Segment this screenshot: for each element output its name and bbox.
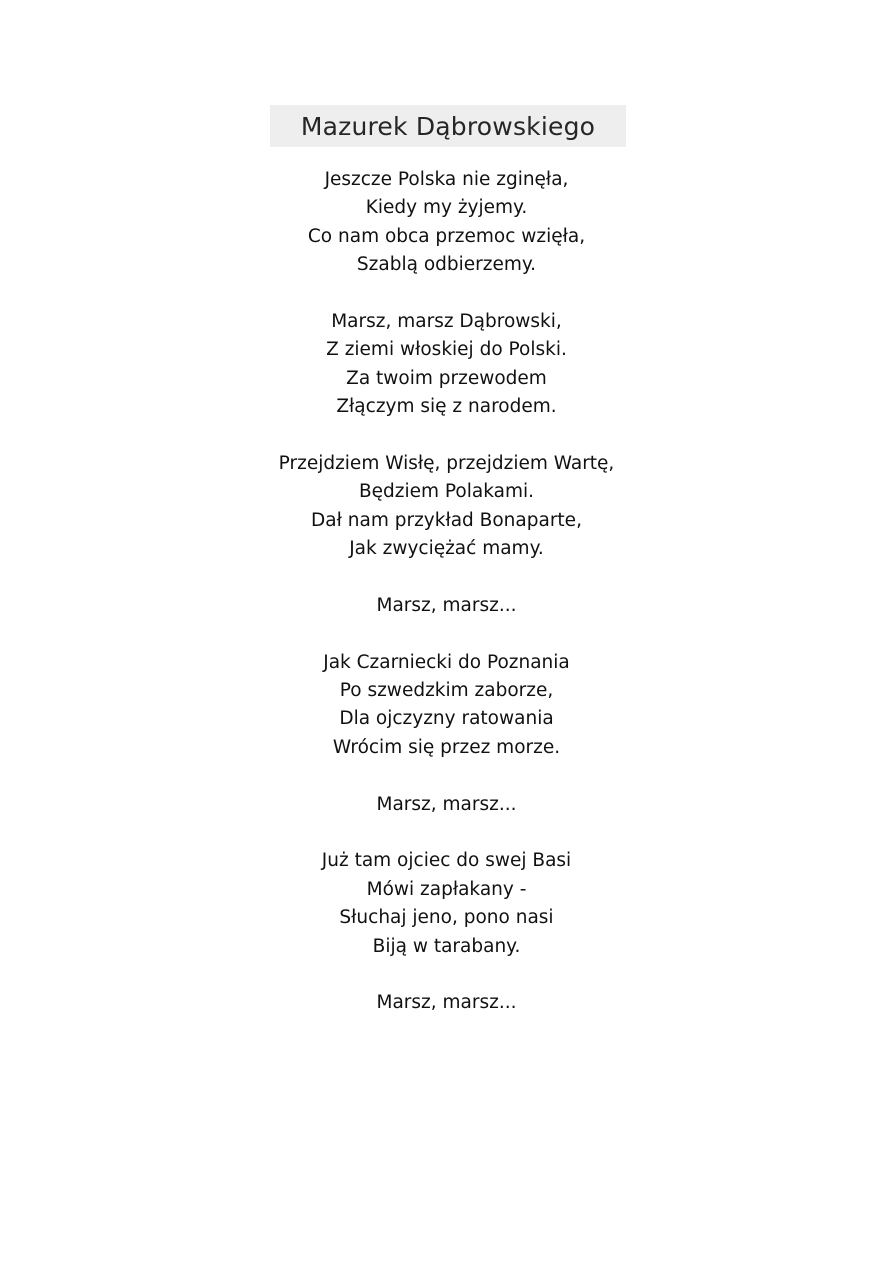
poem-line: Marsz, marsz Dąbrowski, — [331, 310, 562, 332]
stanza-3 — [0, 450, 893, 564]
poem-line: Co nam obca przemoc wzięła, — [307, 225, 586, 247]
poem-line: Za twoim przewodem — [346, 367, 547, 389]
poem-line: Jak Czarniecki do Poznania — [323, 651, 570, 673]
refrain-line: Marsz, marsz... — [376, 793, 517, 815]
stanza-5 — [0, 847, 893, 961]
poem-line: Jak zwyciężać mamy. — [349, 538, 544, 560]
poem-line: Mówi zapłakany - — [366, 878, 527, 900]
poem-line: Po szwedzkim zaborze, — [339, 680, 554, 702]
stanza-1 — [0, 166, 893, 280]
refrain-1 — [0, 592, 893, 620]
poem-line: Dał nam przykład Bonaparte, — [311, 509, 582, 531]
poem-line: Już tam ojciec do swej Basi — [321, 850, 572, 872]
stanza-2 — [0, 308, 893, 422]
poem-line: Szablą odbierzemy. — [356, 254, 537, 276]
refrain-2 — [0, 791, 893, 819]
document-title: Mazurek Dąbrowskiego — [300, 111, 596, 141]
poem-body — [0, 166, 893, 1046]
refrain-line: Marsz, marsz... — [376, 992, 517, 1014]
poem-line: Z ziemi włoskiej do Polski. — [326, 339, 567, 361]
refrain-3 — [0, 989, 893, 1017]
poem-line: Kiedy my żyjemy. — [365, 197, 528, 219]
poem-line: Będziem Polakami. — [358, 481, 534, 503]
refrain-line: Marsz, marsz... — [376, 594, 517, 616]
poem-line: Biją w tarabany. — [372, 935, 521, 957]
poem-line: Słuchaj jeno, pono nasi — [339, 907, 554, 929]
stanza-4 — [0, 649, 893, 763]
poem-line: Wrócim się przez morze. — [332, 736, 561, 758]
poem-line: Złączym się z narodem. — [336, 396, 557, 418]
title-banner — [270, 105, 626, 147]
poem-line: Dla ojczyzny ratowania — [339, 708, 554, 730]
poem-line: Przejdziem Wisłę, przejdziem Wartę, — [278, 452, 615, 474]
poem-line: Jeszcze Polska nie zginęła, — [324, 169, 569, 190]
